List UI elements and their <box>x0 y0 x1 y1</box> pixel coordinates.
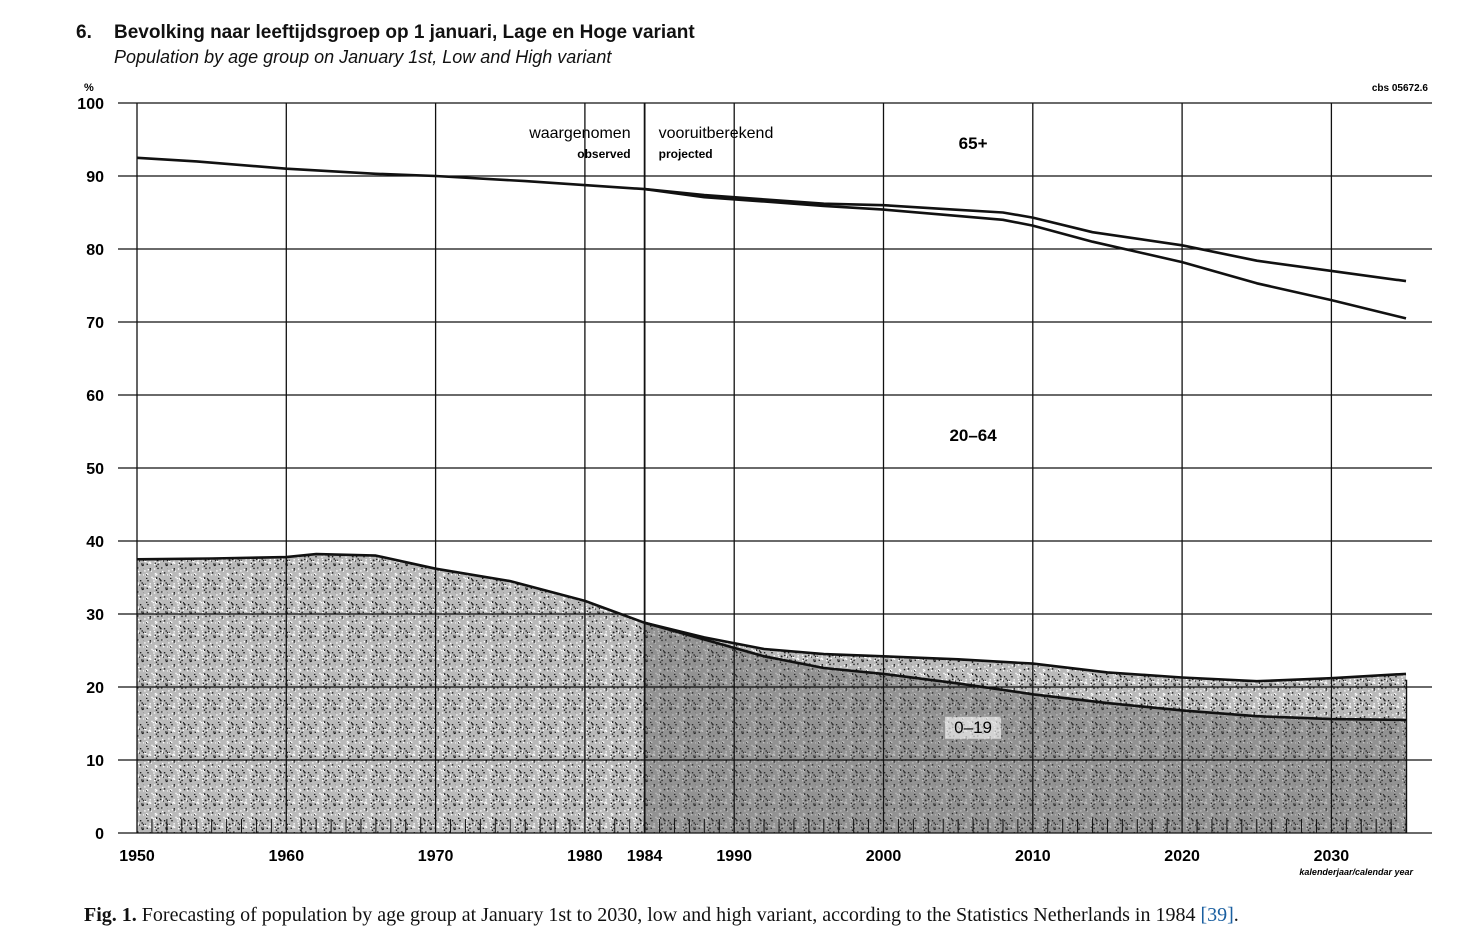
x-tick-label-2010: 2010 <box>1015 848 1051 865</box>
x-tick-label-1950: 1950 <box>119 848 155 865</box>
figure-number: 6. <box>76 22 92 43</box>
y-tick-label-0: 0 <box>95 826 104 843</box>
x-tick-label-1984: 1984 <box>626 848 663 865</box>
y-tick-label-10: 10 <box>86 753 104 770</box>
annotation-observed-nl: waargenomen <box>529 125 631 142</box>
x-axis-label: kalenderjaar/calendar year <box>1299 867 1413 877</box>
x-tick-label-1990: 1990 <box>716 848 752 865</box>
y-tick-label-50: 50 <box>86 461 104 478</box>
caption-reference-link[interactable]: [39] <box>1200 904 1234 926</box>
y-tick-label-30: 30 <box>86 607 104 624</box>
caption-label: Fig. 1. <box>84 904 137 926</box>
y-tick-label-100: 100 <box>77 96 104 113</box>
annotation-observed-en: observed <box>577 147 631 161</box>
caption-end: . <box>1233 904 1239 926</box>
x-tick-label-2000: 2000 <box>865 848 902 865</box>
source-code: cbs 05672.6 <box>1371 83 1428 94</box>
y-tick-label-80: 80 <box>86 242 104 259</box>
x-tick-label-1960: 1960 <box>268 848 305 865</box>
x-tick-label-2020: 2020 <box>1164 848 1200 865</box>
y-tick-label-70: 70 <box>86 315 104 332</box>
y-tick-label-90: 90 <box>86 169 104 186</box>
y-tick-label-40: 40 <box>86 534 104 551</box>
caption-text: Forecasting of population by age group at January 1st to 2030, low and high variant, according to the Statistics Netherlands in 1984 <box>136 904 1201 926</box>
figure-subtitle: Population by age group on January 1st, Low and High variant <box>114 47 612 67</box>
y-tick-label-20: 20 <box>86 680 104 697</box>
annotation-projected-nl: vooruitberekend <box>658 125 774 142</box>
y-axis-unit-label: % <box>84 82 94 94</box>
y-tick-label-60: 60 <box>86 388 104 405</box>
annotation-projected-en: projected <box>658 147 713 161</box>
x-tick-label-2030: 2030 <box>1313 848 1350 865</box>
x-tick-label-1970: 1970 <box>417 848 454 865</box>
region-label-2: 20–64 <box>949 425 997 445</box>
figure-title-text: Bevolking naar leeftijdsgroep op 1 januari, Lage en Hoge variant <box>114 22 695 43</box>
figure-caption <box>84 904 1239 927</box>
x-tick-label-1980: 1980 <box>567 848 603 865</box>
region-label-1: 65+ <box>958 133 988 153</box>
series-line-2 <box>645 189 1406 318</box>
region-label-3: 0–19 <box>954 717 992 737</box>
